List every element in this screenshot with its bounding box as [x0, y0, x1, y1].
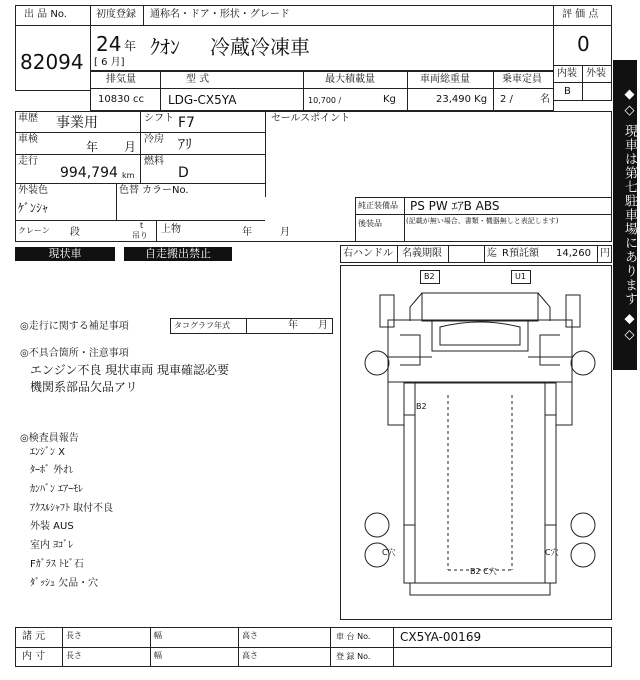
month-value: [ 6 月] [94, 57, 125, 68]
history-label: 車歴 [18, 113, 38, 124]
max-load-label: 最大積載量 [325, 74, 375, 85]
history-value: 事業用 [56, 115, 98, 131]
capacity-label: 乗車定員 [502, 74, 542, 85]
crane-lift: 吊り [132, 231, 148, 240]
tacho-month: 月 [318, 320, 328, 331]
r-deposit-value: 14,260 [556, 248, 591, 259]
capacity-unit: 名 [540, 94, 550, 105]
defect-title: ◎不具合箇所・注意事項 [20, 348, 129, 359]
color-no-label: カラーNo. [142, 185, 189, 196]
lot-number: 82094 [20, 50, 84, 74]
inspection-label: 車検 [18, 134, 38, 145]
ac-label: 冷房 [144, 134, 164, 145]
name-label: 通称名・ドア・形状・グレード [150, 9, 290, 20]
ac-value: ｱﾘ [178, 137, 192, 153]
score-label: 評 価 点 [562, 9, 599, 20]
inner-height-label: 高さ [242, 651, 258, 660]
mileage-label: 走行 [18, 156, 38, 167]
displacement-label: 排気量 [106, 74, 136, 85]
inspector-line-7: Fｶﾞﾗｽ ﾄﾋﾞ石 [30, 559, 84, 570]
upper-label: 上物 [161, 224, 181, 235]
defect-line-1: エンジン不良 現状車両 現車確認必要 [30, 363, 230, 377]
upper-month: 月 [280, 227, 290, 238]
exterior-label: 外装 [586, 68, 606, 79]
mark-b2-top: B2 [424, 272, 435, 281]
interior-label: 内装 [557, 68, 577, 79]
inspector-line-4: ｱｸｽﾙｼｬﾌﾄ 取付不良 [30, 503, 114, 514]
fuel-label: 燃料 [144, 156, 164, 167]
inspector-title: ◎検査員報告 [20, 433, 79, 444]
interior-score: B [564, 86, 571, 97]
year-value: 24 [96, 32, 122, 56]
model-value: LDG-CX5YA [168, 93, 237, 107]
tacho-year: 年 [288, 320, 298, 331]
dims-height-label: 高さ [242, 631, 258, 640]
name-change-label: 名義期限 [402, 248, 442, 259]
car-name: ｸｵﾝ [150, 35, 180, 59]
max-load-value: 10,700 / [308, 96, 342, 105]
fuel-value: D [178, 165, 189, 181]
chassis-label: 車 台 No. [336, 632, 371, 641]
aftermarket-note: (記載が無い場合、書類・機器無しと表記します) [406, 217, 559, 225]
chassis-value: CX5YA-00169 [400, 630, 482, 644]
max-load-unit: Kg [383, 94, 396, 105]
reading-prefix: 迄 [487, 248, 497, 259]
gross-weight-value: 23,490 Kg [436, 94, 488, 105]
mark-c-left: C穴 [382, 548, 396, 557]
dims-width-label: 幅 [154, 631, 162, 640]
inspector-line-8: ﾀﾞｯｼｭ 欠品・穴 [30, 578, 99, 589]
inspection-year: 年 [86, 140, 99, 154]
dims-label: 諸 元 [22, 631, 46, 642]
mark-b2-bottom: B2 C穴 [470, 567, 497, 576]
reg-label: 登 録 No. [336, 652, 371, 661]
crane-stage: 段 [70, 227, 80, 238]
mileage-unit: km [122, 171, 135, 180]
displacement-value: 10830 cc [98, 94, 144, 105]
year-unit: 年 [124, 39, 137, 53]
inner-label: 内 寸 [22, 651, 46, 662]
inner-width-label: 幅 [154, 651, 162, 660]
mark-b2-side: B2 [416, 402, 427, 411]
inspection-month: 月 [124, 140, 137, 154]
first-reg-label: 初度登録 [96, 9, 136, 20]
dims-length-label: 長さ [66, 631, 82, 640]
ext-color-value: ｹﾞﾝｼｬ [18, 201, 49, 215]
model-label: 型 式 [186, 74, 210, 85]
tacho-label: タコグラフ年式 [174, 321, 230, 330]
inspector-line-6: 室内 ﾖｺﾞﾚ [30, 540, 74, 551]
mileage-value: 994,794 [60, 165, 118, 181]
right-handle-label: 右ハンドル [343, 248, 393, 259]
inspector-line-5: 外装 AUS [30, 521, 74, 532]
crane-label: クレーン [18, 226, 50, 235]
r-deposit-unit: 円 [600, 248, 610, 259]
driving-notes-title: ◎走行に関する補足事項 [20, 321, 129, 332]
defect-line-2: 機関系部品欠品アリ [30, 380, 138, 394]
car-grade: 冷蔵冷凍車 [210, 35, 310, 59]
inspector-line-1: ｴﾝｼﾞﾝ X [30, 447, 66, 458]
no-self-drive-badge: 自走搬出禁止 [124, 247, 232, 261]
lot-label: 出 品 No. [24, 9, 67, 20]
r-deposit-label: R預託額 [502, 248, 539, 259]
shift-value: F7 [178, 115, 195, 131]
score-value: 0 [577, 32, 590, 56]
current-state-badge: 現状車 [15, 247, 115, 261]
mark-c-right: C穴 [545, 548, 559, 557]
shift-label: シフト [144, 113, 174, 124]
mark-u1: U1 [515, 272, 526, 281]
gross-weight-label: 車両総重量 [420, 74, 470, 85]
equipment-label: 純正装備品 [358, 201, 398, 210]
ext-color-label: 外装色 [18, 185, 48, 196]
crane-ton: t [140, 221, 144, 230]
inspector-line-2: ﾀｰﾎﾞ 外れ [30, 465, 74, 476]
aftermarket-label: 後装品 [358, 219, 382, 228]
color-change-label: 色替 [119, 185, 139, 196]
sales-point-label: セールスポイント [271, 113, 351, 124]
equipment-value: PS PW ｴｱB ABS [410, 199, 500, 213]
capacity-value: 2 / [500, 94, 513, 105]
inspector-line-3: ｶﾝﾊﾞﾝ ｴｱｰﾓﾚ [30, 484, 84, 495]
location-banner: ◆◇ 現車は第七駐車場にあります ◆◇ [613, 60, 637, 370]
upper-year: 年 [242, 227, 252, 238]
inner-length-label: 長さ [66, 651, 82, 660]
